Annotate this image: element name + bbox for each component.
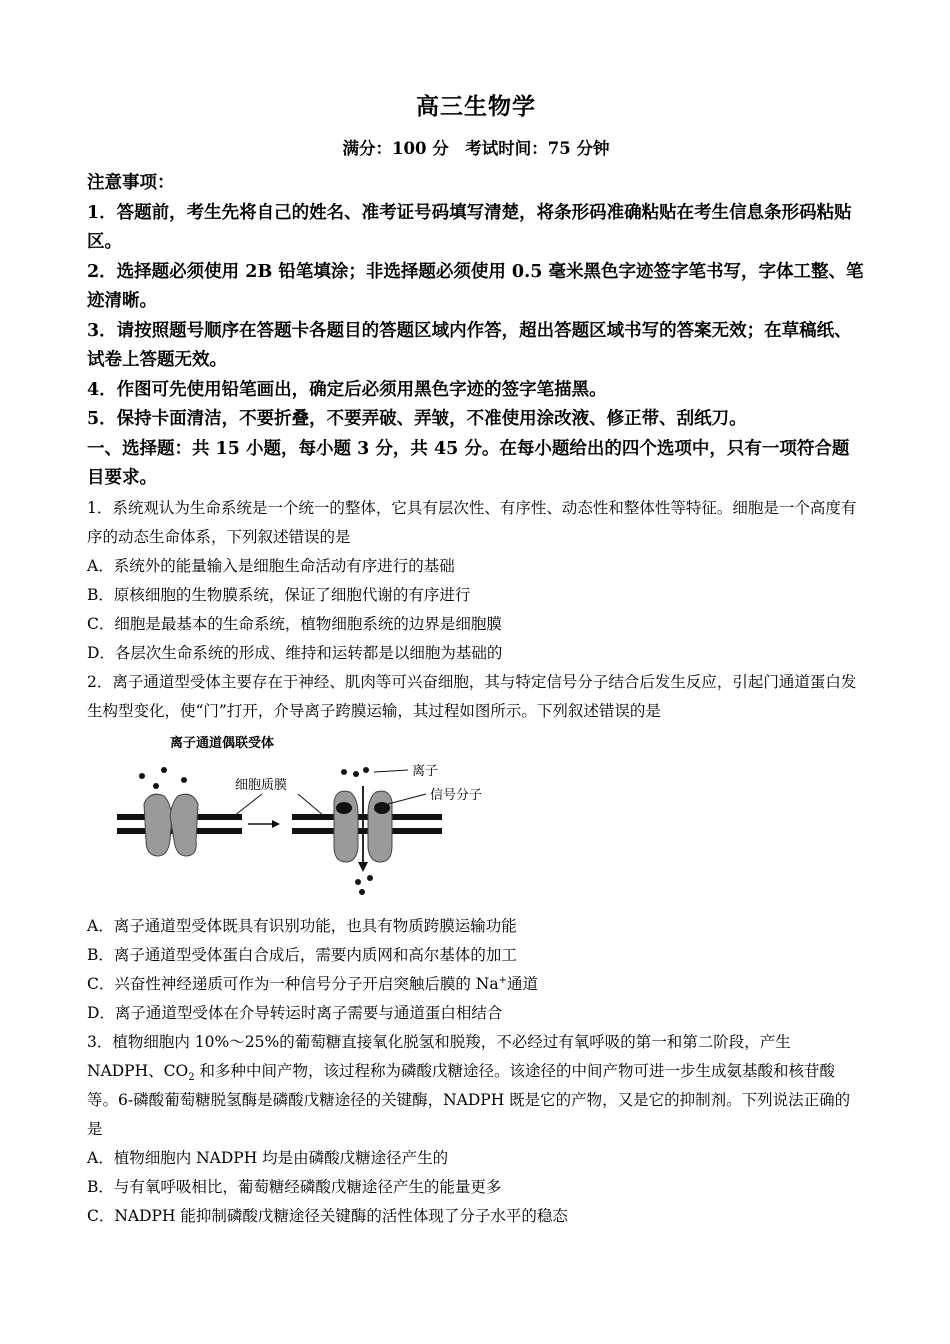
exam-title: 高三生物学: [416, 93, 536, 120]
exam-page: [87, 88, 865, 1231]
ions-right: [341, 767, 369, 777]
question-2-option-a: A．离子通道型受体既具有识别功能，也具有物质跨膜运输功能: [87, 916, 517, 935]
membrane-pointer-left: [234, 794, 262, 816]
transition-arrow: [248, 820, 280, 828]
question-1-option-c: C．细胞是最基本的生命系统，植物细胞系统的边界是细胞膜: [87, 614, 502, 633]
right-membrane: [292, 814, 442, 834]
question-1-stem: 1．系统观认为生命系统是一个统一的整体，它具有层次性、有序性、动态性和整体性等特征。细胞是一个高度有序的动态生命体系，下列叙述错误的是: [87, 498, 857, 546]
signal-molecule-label: 信号分子: [430, 787, 483, 803]
open-channel-right-half: [368, 791, 392, 862]
ions-left: [139, 767, 187, 789]
open-channel-left-half: [334, 791, 358, 862]
ion-label: 离子: [412, 763, 439, 779]
question-3-option-a: A．植物细胞内 NADPH 均是由磷酸戊糖途径产生的: [87, 1148, 449, 1167]
bound-signal-molecule-left: [336, 802, 352, 814]
notice-item: 1．答题前，考生先将自己的姓名、准考证号码填写清楚，将条形码准确粘贴在考生信息条形码粘贴区。: [87, 202, 852, 252]
exam-subtitle: 满分：100 分 考试时间：75 分钟: [342, 139, 610, 158]
question-3-stem: [87, 1028, 865, 1144]
ions-below: [355, 875, 373, 895]
sodium-charge: +: [498, 974, 507, 986]
question-3-option-b: B．与有氧呼吸相比，葡萄糖经磷酸戊糖途径产生的能量更多: [87, 1177, 502, 1196]
question-2-option-c: [87, 970, 865, 999]
question-1-option-d: D．各层次生命系统的形成、维持和运转都是以细胞为基础的: [87, 643, 503, 662]
membrane-label: 细胞质膜: [235, 777, 288, 793]
option-c-text-end: 通道: [506, 974, 538, 993]
question-2-option-b: B．离子通道型受体蛋白合成后，需要内质网和高尔基体的加工: [87, 945, 517, 964]
membrane-pointer-right: [298, 794, 324, 816]
notice-item: 2．选择题必须使用 2B 铅笔填涂；非选择题必须使用 0.5 毫米黑色字迹签字笔书写，字体工整、笔迹清晰。: [87, 261, 864, 311]
notice-heading: 注意事项：: [87, 173, 175, 193]
question-2-stem: 2．离子通道型受体主要存在于神经、肌肉等可兴奋细胞，其与特定信号分子结合后发生反应，引起门通道蛋白发生构型变化，使“门”打开，介导离子跨膜运输，其过程如图所示。下列叙述错误的是: [87, 672, 857, 720]
question-3-stem-end: 和多种中间产物，该过程称为磷酸戊糖途径。该途径的中间产物可进一步生成氨基酸和核苷酸等。6-磷酸葡萄糖脱氢酶是磷酸戊糖途径的关键酶，NADPH 既是它的产物，又是它的抑制剂。下列说法正确的是: [87, 1061, 851, 1138]
signal-pointer: [388, 794, 426, 804]
section-heading: 一、选择题：共 15 小题，每小题 3 分，共 45 分。在每小题给出的四个选项中，只有一项符合题目要求。: [87, 438, 850, 488]
closed-channel-left-half: [144, 794, 172, 856]
question-1-option-a: A．系统外的能量输入是细胞生命活动有序进行的基础: [87, 556, 455, 575]
notice-item: 5．保持卡面清洁，不要折叠，不要弄破、弄皱，不准使用涂改液、修正带、刮纸刀。: [87, 409, 747, 429]
co2-subscript: 2: [188, 1071, 195, 1083]
notice-item: 3．请按照题号顺序在答题卡各题目的答题区域内作答，超出答题区域书写的答案无效；在草稿纸、试卷上答题无效。: [87, 320, 852, 370]
closed-channel-right-half: [170, 794, 198, 856]
option-c-text: C．兴奋性神经递质可作为一种信号分子开启突触后膜的 Na: [87, 974, 499, 993]
ion-pointer: [374, 770, 408, 772]
question-2-option-d: D．离子通道型受体在介导转运时离子需要与通道蛋白相结合: [87, 1003, 503, 1022]
notice-item: 4．作图可先使用铅笔画出，确定后必须用黑色字迹的签字笔描黑。: [87, 379, 607, 400]
question-1-option-b: B．原核细胞的生物膜系统，保证了细胞代谢的有序进行: [87, 585, 471, 604]
bound-signal-molecule-right: [374, 802, 390, 814]
figure-title: 离子通道偶联受体: [170, 735, 275, 751]
ion-channel-figure: [112, 732, 512, 902]
ion-channel-diagram: [112, 732, 512, 902]
question-3-stem-start: 3．植物细胞内 10%～25%的葡萄糖直接氧化脱氢和脱羧，不必经过有氧呼吸的第一和第二阶段，产生 NADPH、CO: [87, 1032, 791, 1080]
question-3-option-c: C．NADPH 能抑制磷酸戊糖途径关键酶的活性体现了分子水平的稳态: [87, 1206, 568, 1225]
